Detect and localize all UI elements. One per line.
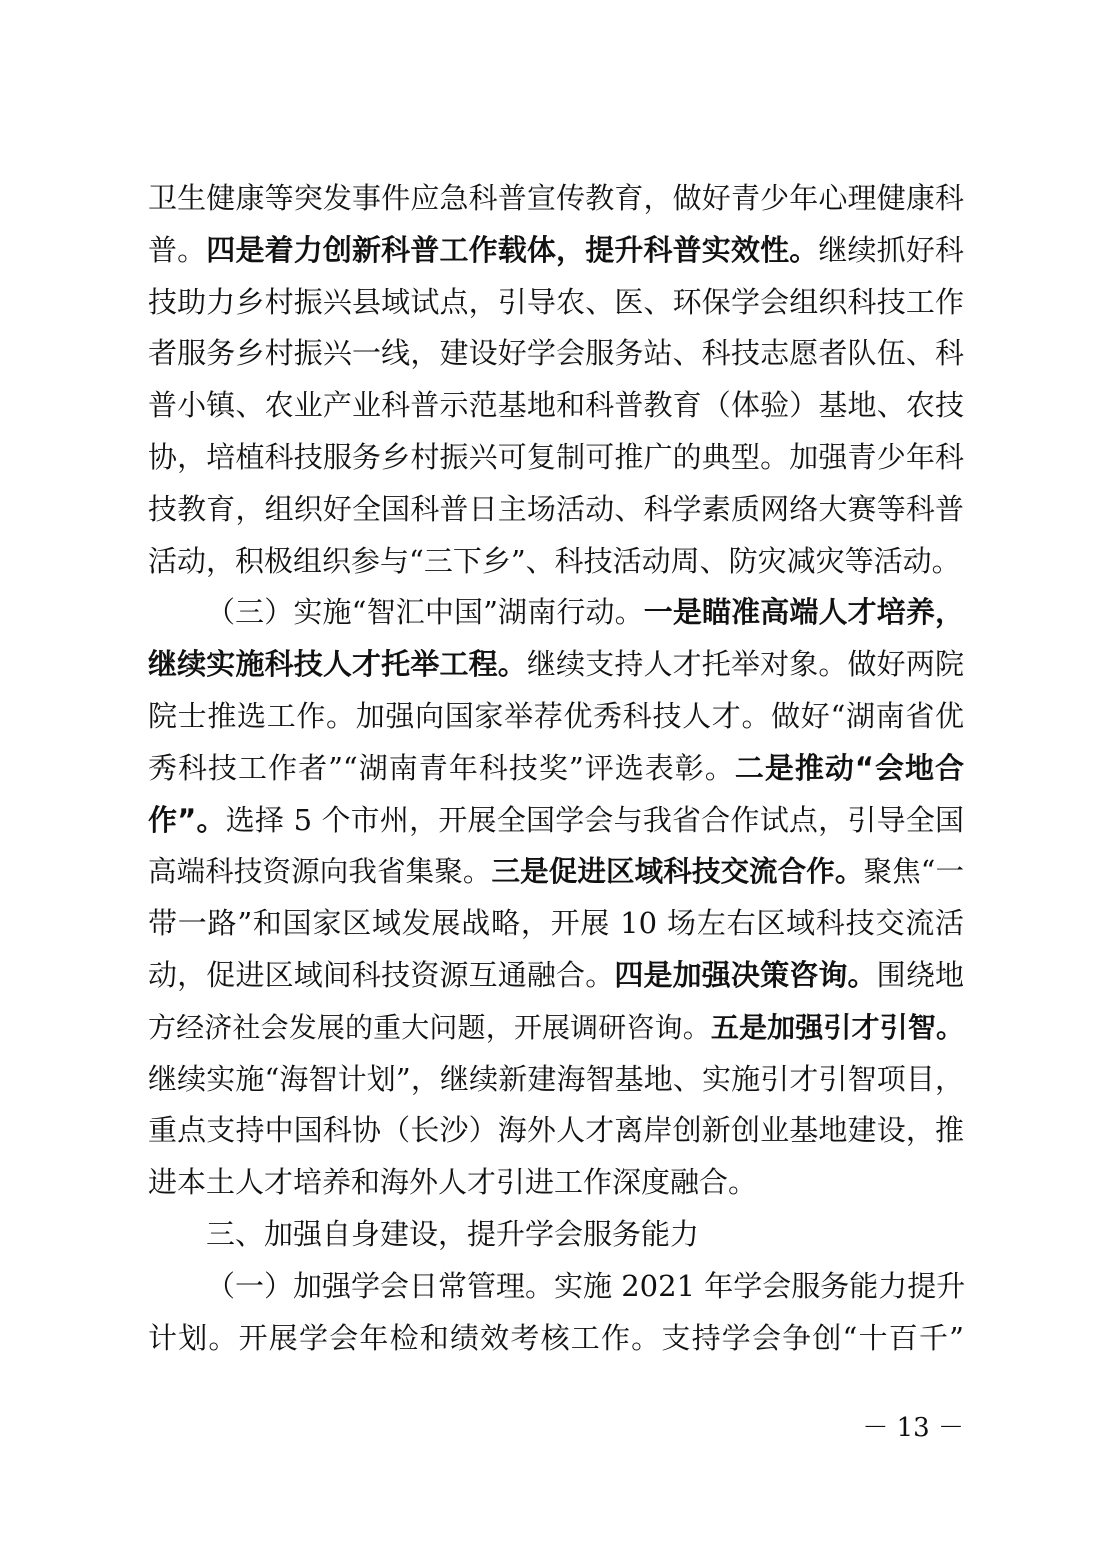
text-line <box>148 1002 964 1054</box>
text-line <box>148 1054 964 1106</box>
bold-phrase: 五是加强引才引智。 <box>710 1010 964 1044</box>
text-segment: 高端科技资源向我省集聚。 <box>148 855 492 889</box>
bold-phrase: 一是瞄准高端人才培养， <box>643 595 964 630</box>
text-line <box>148 1313 964 1365</box>
text-line <box>148 639 964 691</box>
page-number: － 13 － <box>862 1413 964 1443</box>
text-line <box>148 743 964 795</box>
text-line <box>148 950 964 1002</box>
text-segment: 带一路”和国家区域发展战略，开展 10 场左右区域科技交流活 <box>148 906 964 941</box>
text-line <box>148 1261 964 1313</box>
text-line <box>148 795 964 847</box>
bold-phrase: 作”。 <box>148 802 226 837</box>
text-line <box>148 484 964 536</box>
text-segment: 普小镇、农业产业科普示范基地和科普教育（体验）基地、农技 <box>148 388 964 423</box>
text-segment: 秀科技工作者”“湖南青年科技奖”评选表彰。 <box>148 750 735 785</box>
text-line <box>148 587 964 639</box>
text-line <box>148 380 964 432</box>
text-line <box>148 173 964 225</box>
text-segment: 技助力乡村振兴县域试点，引导农、医、环保学会组织科技工作 <box>148 284 964 319</box>
text-segment: 协，培植科技服务乡村振兴可复制可推广的典型。加强青少年科 <box>148 439 964 474</box>
section-heading <box>148 1209 964 1261</box>
text-line <box>148 328 964 380</box>
document-body <box>148 173 964 1364</box>
bold-phrase: 四是加强决策咨询。 <box>614 957 877 992</box>
text-segment: 技教育，组织好全国科普日主场活动、科学素质网络大赛等科普 <box>148 491 964 526</box>
text-segment: 继续支持人才托举对象。做好两院 <box>526 647 964 682</box>
text-line <box>148 536 964 588</box>
text-line <box>148 432 964 484</box>
text-line <box>148 898 964 950</box>
text-segment: 卫生健康等突发事件应急科普宣传教育，做好青少年心理健康科 <box>148 181 964 215</box>
text-segment: 动，促进区域间科技资源互通融合。 <box>148 957 615 992</box>
text-segment: 计划。开展学会年检和绩效考核工作。支持学会争创“十百千” <box>148 1320 964 1355</box>
text-segment: 继续实施“海智计划”，继续新建海智基地、实施引才引智项目， <box>148 1061 964 1096</box>
text-segment: （一）加强学会日常管理。实施 2021 年学会服务能力提升 <box>206 1268 966 1303</box>
text-line <box>148 691 964 743</box>
text-segment: 者服务乡村振兴一线，建设好学会服务站、科技志愿者队伍、科 <box>148 336 964 371</box>
text-line <box>148 277 964 329</box>
bold-phrase: 二是推动“会地合 <box>734 750 965 785</box>
text-segment: 方经济社会发展的重大问题，开展调研咨询。 <box>148 1010 711 1044</box>
text-line <box>148 225 964 277</box>
text-segment: 院士推选工作。加强向国家举荐优秀科技人才。做好“湖南省优 <box>148 698 964 733</box>
text-line <box>148 1105 964 1157</box>
text-segment: 活动，积极组织参与“三下乡”、科技活动周、防灾减灾等活动。 <box>148 543 961 578</box>
bold-phrase: 四是着力创新科普工作载体，提升科普实效性。 <box>206 232 819 267</box>
text-segment: 选择 5 个市州，开展全国学会与我省合作试点，引导全国 <box>225 802 965 837</box>
text-line <box>148 846 964 898</box>
text-line <box>148 1157 964 1209</box>
text-segment: 围绕地 <box>876 957 964 992</box>
text-segment: 继续抓好科 <box>818 232 964 267</box>
text-segment: 进本土人才培养和海外人才引进工作深度融合。 <box>148 1165 758 1200</box>
text-segment: 聚焦“一 <box>863 855 964 889</box>
text-segment: （三）实施“智汇中国”湖南行动。 <box>206 595 644 630</box>
text-segment: 三、加强自身建设，提升学会服务能力 <box>206 1216 700 1251</box>
text-segment: 重点支持中国科协（长沙）海外人才离岸创新创业基地建设，推 <box>148 1113 964 1148</box>
bold-phrase: 继续实施科技人才托举工程。 <box>148 647 527 682</box>
bold-phrase: 三是促进区域科技交流合作。 <box>491 855 864 889</box>
text-segment: 普。 <box>148 232 207 267</box>
